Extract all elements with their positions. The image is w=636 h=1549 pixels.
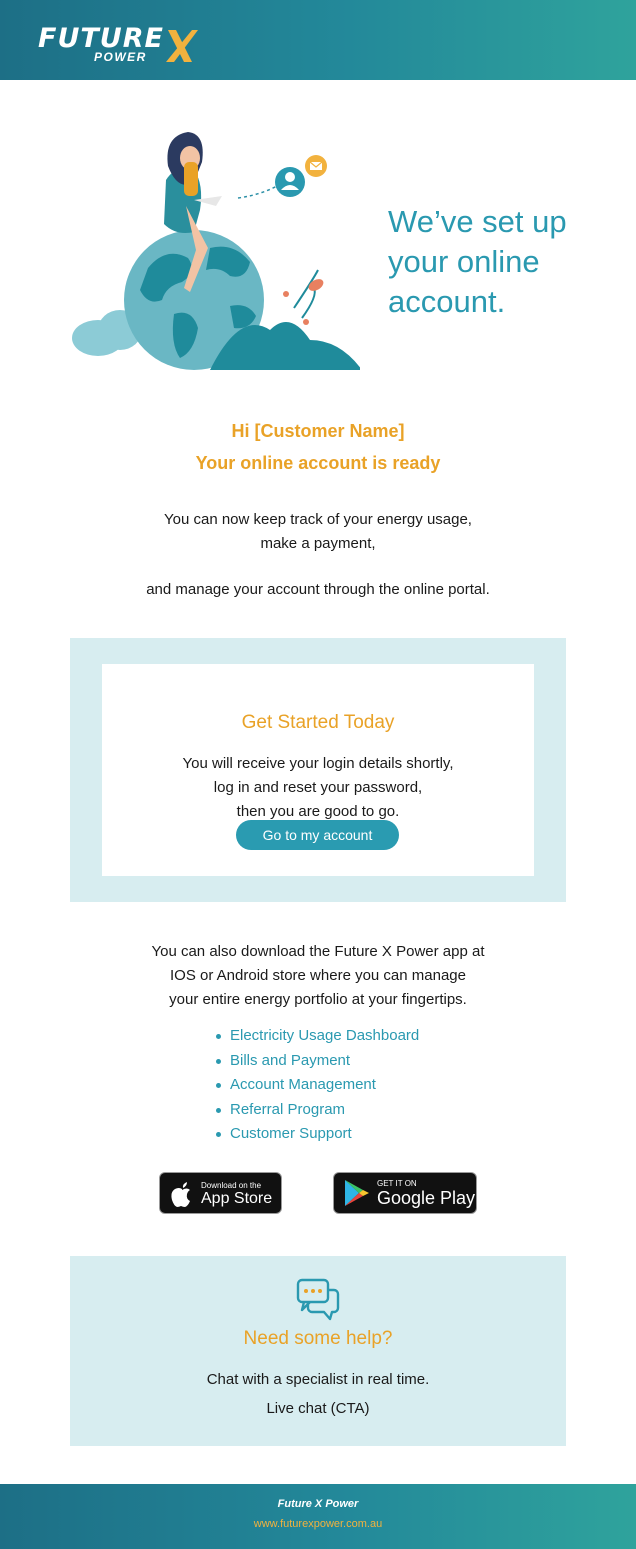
feature-item: Account Management — [216, 1073, 419, 1098]
x-mark-icon — [162, 28, 198, 64]
hero-title: We’ve set up your online account. — [388, 204, 567, 319]
live-chat-link[interactable]: Live chat (CTA) — [266, 1400, 370, 1417]
google-play-small-label: GET IT ON — [377, 1179, 417, 1188]
help-description: Chat with a specialist in real time. — [206, 1371, 430, 1388]
get-started-line-2: log in and reset your password, — [213, 779, 423, 796]
feature-list — [216, 1024, 419, 1147]
chat-bubbles-icon — [296, 1278, 342, 1322]
google-play-button[interactable] — [333, 1172, 477, 1214]
feature-item: Electricity Usage Dashboard — [216, 1024, 419, 1049]
get-started-card — [102, 664, 534, 876]
apple-icon — [168, 1178, 196, 1208]
app-text-line-2: IOS or Android store where you can manage — [169, 967, 466, 984]
logo-subtitle: POWER — [94, 50, 147, 64]
go-to-account-button[interactable]: Go to my account — [236, 820, 399, 850]
app-download-text — [0, 940, 636, 1012]
future-x-power-logo[interactable] — [38, 24, 218, 68]
intro-line-1: You can now keep track of your energy usage, — [164, 511, 472, 528]
greeting-name: Hi [Customer Name] — [231, 421, 405, 441]
app-store-button[interactable] — [159, 1172, 282, 1214]
help-panel — [70, 1256, 566, 1446]
get-started-line-3: then you are good to go. — [236, 803, 400, 820]
google-play-icon — [342, 1178, 370, 1208]
get-started-line-1: You will receive your login details shortly, — [182, 755, 454, 772]
help-title: Need some help? — [243, 1328, 393, 1349]
footer-website-link[interactable]: www.futurexpower.com.au — [253, 1518, 383, 1530]
google-play-label: Google Play — [377, 1188, 476, 1208]
app-store-label: App Store — [201, 1190, 273, 1207]
get-started-title: Get Started Today — [241, 712, 395, 733]
intro-line-2: make a payment, — [260, 535, 376, 552]
email-header — [0, 0, 636, 80]
app-text-line-3: your entire energy portfolio at your fingertips. — [169, 991, 467, 1008]
logo-wordmark: FUTURE — [38, 23, 164, 54]
greeting-subtitle: Your online account is ready — [195, 453, 441, 473]
app-text-line-1: You can also download the Future X Power app at — [151, 943, 485, 960]
feature-item: Referral Program — [216, 1098, 419, 1123]
feature-item: Bills and Payment — [216, 1049, 419, 1074]
footer-brand: Future X Power — [277, 1498, 359, 1510]
intro-line-3: and manage your account through the online portal. — [146, 581, 490, 598]
feature-item: Customer Support — [216, 1122, 419, 1147]
app-store-small-label: Download on the — [201, 1181, 262, 1190]
woman-on-globe-illustration — [70, 118, 360, 378]
get-started-panel — [70, 638, 566, 902]
email-footer — [0, 1484, 636, 1549]
get-started-text — [102, 752, 534, 824]
